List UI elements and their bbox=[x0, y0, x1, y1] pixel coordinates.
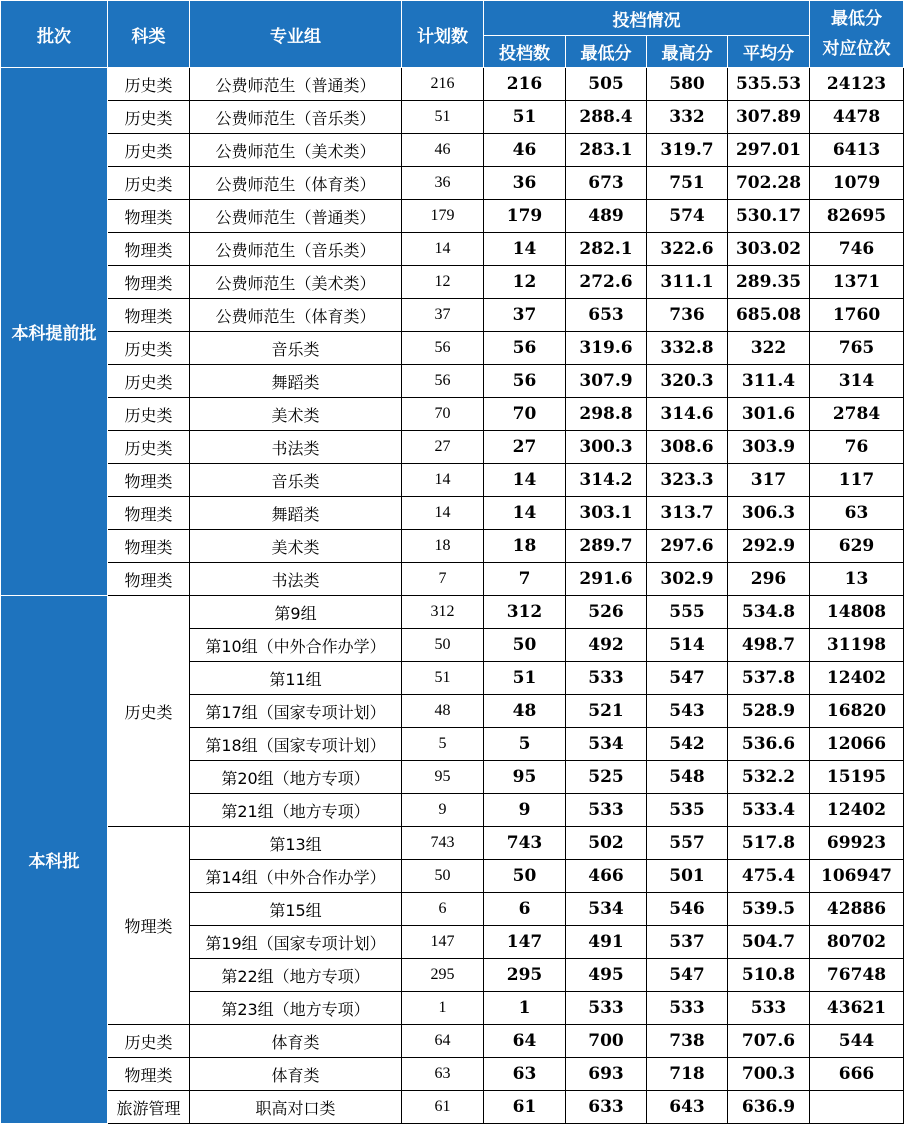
max-score-cell: 542 bbox=[647, 728, 728, 761]
submitted-cell: 14 bbox=[484, 497, 566, 530]
submitted-cell: 14 bbox=[484, 233, 566, 266]
plan-cell: 95 bbox=[402, 761, 484, 794]
category-cell: 物理类 bbox=[108, 497, 190, 530]
plan-cell: 147 bbox=[402, 926, 484, 959]
group-cell: 第17组（国家专项计划） bbox=[190, 695, 402, 728]
batch-regular: 本科批 bbox=[1, 596, 108, 1124]
min-rank-cell: 629 bbox=[810, 530, 904, 563]
min-rank-cell: 82695 bbox=[810, 200, 904, 233]
avg-score-cell: 636.9 bbox=[728, 1091, 810, 1124]
min-rank-cell: 14808 bbox=[810, 596, 904, 629]
table-row bbox=[1, 167, 904, 200]
group-cell: 音乐类 bbox=[190, 332, 402, 365]
submitted-cell: 179 bbox=[484, 200, 566, 233]
min-rank-cell: 63 bbox=[810, 497, 904, 530]
group-cell: 公费师范生（美术类） bbox=[190, 266, 402, 299]
table-row bbox=[1, 266, 904, 299]
plan-cell: 46 bbox=[402, 134, 484, 167]
avg-score-cell: 700.3 bbox=[728, 1058, 810, 1091]
category-cell: 物理类 bbox=[108, 530, 190, 563]
max-score-cell: 311.1 bbox=[647, 266, 728, 299]
submitted-cell: 64 bbox=[484, 1025, 566, 1058]
plan-cell: 14 bbox=[402, 464, 484, 497]
group-cell: 第19组（国家专项计划） bbox=[190, 926, 402, 959]
min-score-cell: 272.6 bbox=[566, 266, 647, 299]
submitted-cell: 50 bbox=[484, 860, 566, 893]
header-min: 最低分 bbox=[566, 36, 647, 68]
max-score-cell: 537 bbox=[647, 926, 728, 959]
min-rank-cell: 76748 bbox=[810, 959, 904, 992]
category-cell: 旅游管理 bbox=[108, 1091, 190, 1124]
max-score-cell: 574 bbox=[647, 200, 728, 233]
min-score-cell: 491 bbox=[566, 926, 647, 959]
avg-score-cell: 498.7 bbox=[728, 629, 810, 662]
table-row bbox=[1, 1058, 904, 1091]
plan-cell: 56 bbox=[402, 365, 484, 398]
min-rank-cell: 31198 bbox=[810, 629, 904, 662]
submitted-cell: 37 bbox=[484, 299, 566, 332]
group-cell: 公费师范生（美术类） bbox=[190, 134, 402, 167]
header-group: 专业组 bbox=[190, 1, 402, 68]
category-cell: 物理类 bbox=[108, 1058, 190, 1091]
category-cell: 历史类 bbox=[108, 332, 190, 365]
group-cell: 书法类 bbox=[190, 431, 402, 464]
group-cell: 舞蹈类 bbox=[190, 497, 402, 530]
min-rank-cell: 16820 bbox=[810, 695, 904, 728]
max-score-cell: 718 bbox=[647, 1058, 728, 1091]
plan-cell: 37 bbox=[402, 299, 484, 332]
max-score-cell: 313.7 bbox=[647, 497, 728, 530]
min-score-cell: 633 bbox=[566, 1091, 647, 1124]
table-row bbox=[1, 299, 904, 332]
plan-cell: 61 bbox=[402, 1091, 484, 1124]
header-submission: 投档情况 bbox=[484, 1, 810, 36]
submitted-cell: 50 bbox=[484, 629, 566, 662]
min-score-cell: 673 bbox=[566, 167, 647, 200]
plan-cell: 295 bbox=[402, 959, 484, 992]
max-score-cell: 322.6 bbox=[647, 233, 728, 266]
table-row bbox=[1, 200, 904, 233]
min-score-cell: 653 bbox=[566, 299, 647, 332]
table-row bbox=[1, 827, 904, 860]
min-score-cell: 466 bbox=[566, 860, 647, 893]
min-score-cell: 495 bbox=[566, 959, 647, 992]
max-score-cell: 736 bbox=[647, 299, 728, 332]
table-row bbox=[1, 233, 904, 266]
group-cell: 音乐类 bbox=[190, 464, 402, 497]
group-cell: 第23组（地方专项） bbox=[190, 992, 402, 1025]
group-cell: 第18组（国家专项计划） bbox=[190, 728, 402, 761]
group-cell: 公费师范生（普通类） bbox=[190, 200, 402, 233]
submitted-cell: 14 bbox=[484, 464, 566, 497]
max-score-cell: 751 bbox=[647, 167, 728, 200]
avg-score-cell: 306.3 bbox=[728, 497, 810, 530]
min-score-cell: 300.3 bbox=[566, 431, 647, 464]
table-row bbox=[1, 332, 904, 365]
submitted-cell: 12 bbox=[484, 266, 566, 299]
avg-score-cell: 510.8 bbox=[728, 959, 810, 992]
avg-score-cell: 685.08 bbox=[728, 299, 810, 332]
min-score-cell: 533 bbox=[566, 794, 647, 827]
plan-cell: 18 bbox=[402, 530, 484, 563]
avg-score-cell: 289.35 bbox=[728, 266, 810, 299]
group-cell: 体育类 bbox=[190, 1058, 402, 1091]
max-score-cell: 302.9 bbox=[647, 563, 728, 596]
table-row bbox=[1, 398, 904, 431]
min-rank-cell: 314 bbox=[810, 365, 904, 398]
min-score-cell: 319.6 bbox=[566, 332, 647, 365]
min-score-cell: 526 bbox=[566, 596, 647, 629]
plan-cell: 51 bbox=[402, 101, 484, 134]
group-cell: 美术类 bbox=[190, 398, 402, 431]
plan-cell: 56 bbox=[402, 332, 484, 365]
min-rank-cell: 1079 bbox=[810, 167, 904, 200]
avg-score-cell: 307.89 bbox=[728, 101, 810, 134]
plan-cell: 27 bbox=[402, 431, 484, 464]
group-cell: 公费师范生（体育类） bbox=[190, 299, 402, 332]
max-score-cell: 580 bbox=[647, 68, 728, 101]
group-cell: 第21组（地方专项） bbox=[190, 794, 402, 827]
header-plan: 计划数 bbox=[402, 1, 484, 68]
max-score-cell: 323.3 bbox=[647, 464, 728, 497]
group-cell: 第20组（地方专项） bbox=[190, 761, 402, 794]
plan-cell: 50 bbox=[402, 860, 484, 893]
category-cell: 物理类 bbox=[108, 827, 190, 1025]
min-score-cell: 693 bbox=[566, 1058, 647, 1091]
submitted-cell: 51 bbox=[484, 662, 566, 695]
submitted-cell: 1 bbox=[484, 992, 566, 1025]
plan-cell: 63 bbox=[402, 1058, 484, 1091]
avg-score-cell: 301.6 bbox=[728, 398, 810, 431]
submitted-cell: 63 bbox=[484, 1058, 566, 1091]
avg-score-cell: 532.2 bbox=[728, 761, 810, 794]
group-cell: 第10组（中外合作办学） bbox=[190, 629, 402, 662]
header-min-rank bbox=[810, 1, 904, 68]
min-score-cell: 521 bbox=[566, 695, 647, 728]
max-score-cell: 543 bbox=[647, 695, 728, 728]
submitted-cell: 36 bbox=[484, 167, 566, 200]
min-rank-cell: 544 bbox=[810, 1025, 904, 1058]
min-score-cell: 534 bbox=[566, 893, 647, 926]
avg-score-cell: 475.4 bbox=[728, 860, 810, 893]
avg-score-cell: 533.4 bbox=[728, 794, 810, 827]
group-cell: 公费师范生（音乐类） bbox=[190, 101, 402, 134]
avg-score-cell: 528.9 bbox=[728, 695, 810, 728]
submitted-cell: 6 bbox=[484, 893, 566, 926]
avg-score-cell: 317 bbox=[728, 464, 810, 497]
plan-cell: 12 bbox=[402, 266, 484, 299]
max-score-cell: 547 bbox=[647, 959, 728, 992]
max-score-cell: 308.6 bbox=[647, 431, 728, 464]
header-batch: 批次 bbox=[1, 1, 108, 68]
min-rank-cell: 69923 bbox=[810, 827, 904, 860]
group-cell: 第14组（中外合作办学） bbox=[190, 860, 402, 893]
category-cell: 历史类 bbox=[108, 398, 190, 431]
max-score-cell: 738 bbox=[647, 1025, 728, 1058]
min-rank-cell: 746 bbox=[810, 233, 904, 266]
min-rank-cell: 1760 bbox=[810, 299, 904, 332]
group-cell: 公费师范生（音乐类） bbox=[190, 233, 402, 266]
min-score-cell: 492 bbox=[566, 629, 647, 662]
min-rank-cell: 666 bbox=[810, 1058, 904, 1091]
group-cell: 第22组（地方专项） bbox=[190, 959, 402, 992]
header-submitted: 投档数 bbox=[484, 36, 566, 68]
plan-cell: 179 bbox=[402, 200, 484, 233]
max-score-cell: 643 bbox=[647, 1091, 728, 1124]
max-score-cell: 501 bbox=[647, 860, 728, 893]
avg-score-cell: 535.53 bbox=[728, 68, 810, 101]
submitted-cell: 56 bbox=[484, 332, 566, 365]
category-cell: 历史类 bbox=[108, 596, 190, 827]
plan-cell: 36 bbox=[402, 167, 484, 200]
avg-score-cell: 322 bbox=[728, 332, 810, 365]
category-cell: 历史类 bbox=[108, 167, 190, 200]
min-score-cell: 283.1 bbox=[566, 134, 647, 167]
header-category: 科类 bbox=[108, 1, 190, 68]
submitted-cell: 295 bbox=[484, 959, 566, 992]
submitted-cell: 312 bbox=[484, 596, 566, 629]
submitted-cell: 70 bbox=[484, 398, 566, 431]
group-cell: 书法类 bbox=[190, 563, 402, 596]
min-rank-cell: 1371 bbox=[810, 266, 904, 299]
submitted-cell: 7 bbox=[484, 563, 566, 596]
group-cell: 公费师范生（普通类） bbox=[190, 68, 402, 101]
max-score-cell: 546 bbox=[647, 893, 728, 926]
submitted-cell: 18 bbox=[484, 530, 566, 563]
avg-score-cell: 534.8 bbox=[728, 596, 810, 629]
min-rank-cell: 2784 bbox=[810, 398, 904, 431]
min-score-cell: 489 bbox=[566, 200, 647, 233]
avg-score-cell: 530.17 bbox=[728, 200, 810, 233]
table-row bbox=[1, 68, 904, 101]
min-rank-cell: 76 bbox=[810, 431, 904, 464]
min-rank-cell: 106947 bbox=[810, 860, 904, 893]
avg-score-cell: 517.8 bbox=[728, 827, 810, 860]
plan-cell: 1 bbox=[402, 992, 484, 1025]
table-header bbox=[1, 1, 904, 68]
max-score-cell: 320.3 bbox=[647, 365, 728, 398]
submitted-cell: 51 bbox=[484, 101, 566, 134]
avg-score-cell: 292.9 bbox=[728, 530, 810, 563]
submitted-cell: 9 bbox=[484, 794, 566, 827]
avg-score-cell: 303.02 bbox=[728, 233, 810, 266]
min-rank-cell: 15195 bbox=[810, 761, 904, 794]
table-body bbox=[1, 68, 904, 1124]
group-cell: 第15组 bbox=[190, 893, 402, 926]
plan-cell: 14 bbox=[402, 497, 484, 530]
submitted-cell: 61 bbox=[484, 1091, 566, 1124]
category-cell: 物理类 bbox=[108, 299, 190, 332]
category-cell: 物理类 bbox=[108, 563, 190, 596]
avg-score-cell: 297.01 bbox=[728, 134, 810, 167]
submitted-cell: 27 bbox=[484, 431, 566, 464]
avg-score-cell: 537.8 bbox=[728, 662, 810, 695]
plan-cell: 70 bbox=[402, 398, 484, 431]
max-score-cell: 314.6 bbox=[647, 398, 728, 431]
plan-cell: 6 bbox=[402, 893, 484, 926]
min-rank-cell: 13 bbox=[810, 563, 904, 596]
category-cell: 历史类 bbox=[108, 101, 190, 134]
header-min-rank-line1: 最低分 bbox=[831, 9, 882, 29]
table-row bbox=[1, 431, 904, 464]
header-min-rank-line2: 对应位次 bbox=[822, 39, 891, 59]
submitted-cell: 216 bbox=[484, 68, 566, 101]
plan-cell: 7 bbox=[402, 563, 484, 596]
table-row bbox=[1, 1025, 904, 1058]
plan-cell: 743 bbox=[402, 827, 484, 860]
group-cell: 舞蹈类 bbox=[190, 365, 402, 398]
category-cell: 物理类 bbox=[108, 233, 190, 266]
min-score-cell: 700 bbox=[566, 1025, 647, 1058]
group-cell: 体育类 bbox=[190, 1025, 402, 1058]
plan-cell: 9 bbox=[402, 794, 484, 827]
max-score-cell: 514 bbox=[647, 629, 728, 662]
submitted-cell: 56 bbox=[484, 365, 566, 398]
category-cell: 历史类 bbox=[108, 68, 190, 101]
table-row bbox=[1, 1091, 904, 1124]
avg-score-cell: 536.6 bbox=[728, 728, 810, 761]
min-score-cell: 289.7 bbox=[566, 530, 647, 563]
min-rank-cell: 12402 bbox=[810, 794, 904, 827]
max-score-cell: 548 bbox=[647, 761, 728, 794]
plan-cell: 64 bbox=[402, 1025, 484, 1058]
submitted-cell: 147 bbox=[484, 926, 566, 959]
header-avg: 平均分 bbox=[728, 36, 810, 68]
min-rank-cell: 24123 bbox=[810, 68, 904, 101]
min-rank-cell: 12066 bbox=[810, 728, 904, 761]
min-score-cell: 534 bbox=[566, 728, 647, 761]
min-rank-cell: 117 bbox=[810, 464, 904, 497]
min-rank-cell bbox=[810, 1091, 904, 1124]
min-score-cell: 307.9 bbox=[566, 365, 647, 398]
category-cell: 物理类 bbox=[108, 464, 190, 497]
table-row bbox=[1, 101, 904, 134]
group-cell: 职高对口类 bbox=[190, 1091, 402, 1124]
avg-score-cell: 303.9 bbox=[728, 431, 810, 464]
avg-score-cell: 539.5 bbox=[728, 893, 810, 926]
plan-cell: 50 bbox=[402, 629, 484, 662]
avg-score-cell: 311.4 bbox=[728, 365, 810, 398]
max-score-cell: 535 bbox=[647, 794, 728, 827]
avg-score-cell: 504.7 bbox=[728, 926, 810, 959]
avg-score-cell: 707.6 bbox=[728, 1025, 810, 1058]
min-score-cell: 505 bbox=[566, 68, 647, 101]
plan-cell: 51 bbox=[402, 662, 484, 695]
min-rank-cell: 80702 bbox=[810, 926, 904, 959]
plan-cell: 312 bbox=[402, 596, 484, 629]
group-cell: 公费师范生（体育类） bbox=[190, 167, 402, 200]
batch-early: 本科提前批 bbox=[1, 68, 108, 596]
table-row bbox=[1, 134, 904, 167]
group-cell: 美术类 bbox=[190, 530, 402, 563]
category-cell: 物理类 bbox=[108, 200, 190, 233]
table-row bbox=[1, 365, 904, 398]
min-rank-cell: 6413 bbox=[810, 134, 904, 167]
min-rank-cell: 43621 bbox=[810, 992, 904, 1025]
min-score-cell: 533 bbox=[566, 662, 647, 695]
table-row bbox=[1, 497, 904, 530]
avg-score-cell: 702.28 bbox=[728, 167, 810, 200]
submitted-cell: 46 bbox=[484, 134, 566, 167]
min-score-cell: 525 bbox=[566, 761, 647, 794]
min-rank-cell: 12402 bbox=[810, 662, 904, 695]
table-row bbox=[1, 530, 904, 563]
min-rank-cell: 765 bbox=[810, 332, 904, 365]
category-cell: 历史类 bbox=[108, 365, 190, 398]
header-max: 最高分 bbox=[647, 36, 728, 68]
avg-score-cell: 533 bbox=[728, 992, 810, 1025]
max-score-cell: 319.7 bbox=[647, 134, 728, 167]
group-cell: 第13组 bbox=[190, 827, 402, 860]
group-cell: 第11组 bbox=[190, 662, 402, 695]
table-row bbox=[1, 596, 904, 629]
min-score-cell: 291.6 bbox=[566, 563, 647, 596]
category-cell: 历史类 bbox=[108, 134, 190, 167]
avg-score-cell: 296 bbox=[728, 563, 810, 596]
min-score-cell: 282.1 bbox=[566, 233, 647, 266]
plan-cell: 14 bbox=[402, 233, 484, 266]
min-score-cell: 288.4 bbox=[566, 101, 647, 134]
min-rank-cell: 4478 bbox=[810, 101, 904, 134]
category-cell: 物理类 bbox=[108, 266, 190, 299]
max-score-cell: 332 bbox=[647, 101, 728, 134]
min-rank-cell: 42886 bbox=[810, 893, 904, 926]
min-score-cell: 298.8 bbox=[566, 398, 647, 431]
max-score-cell: 332.8 bbox=[647, 332, 728, 365]
min-score-cell: 314.2 bbox=[566, 464, 647, 497]
category-cell: 历史类 bbox=[108, 1025, 190, 1058]
max-score-cell: 555 bbox=[647, 596, 728, 629]
table-row bbox=[1, 563, 904, 596]
submitted-cell: 5 bbox=[484, 728, 566, 761]
table-row bbox=[1, 464, 904, 497]
plan-cell: 48 bbox=[402, 695, 484, 728]
plan-cell: 5 bbox=[402, 728, 484, 761]
submitted-cell: 95 bbox=[484, 761, 566, 794]
min-score-cell: 533 bbox=[566, 992, 647, 1025]
submitted-cell: 48 bbox=[484, 695, 566, 728]
plan-cell: 216 bbox=[402, 68, 484, 101]
min-score-cell: 502 bbox=[566, 827, 647, 860]
submitted-cell: 743 bbox=[484, 827, 566, 860]
max-score-cell: 547 bbox=[647, 662, 728, 695]
max-score-cell: 557 bbox=[647, 827, 728, 860]
min-score-cell: 303.1 bbox=[566, 497, 647, 530]
max-score-cell: 533 bbox=[647, 992, 728, 1025]
max-score-cell: 297.6 bbox=[647, 530, 728, 563]
category-cell: 历史类 bbox=[108, 431, 190, 464]
group-cell: 第9组 bbox=[190, 596, 402, 629]
